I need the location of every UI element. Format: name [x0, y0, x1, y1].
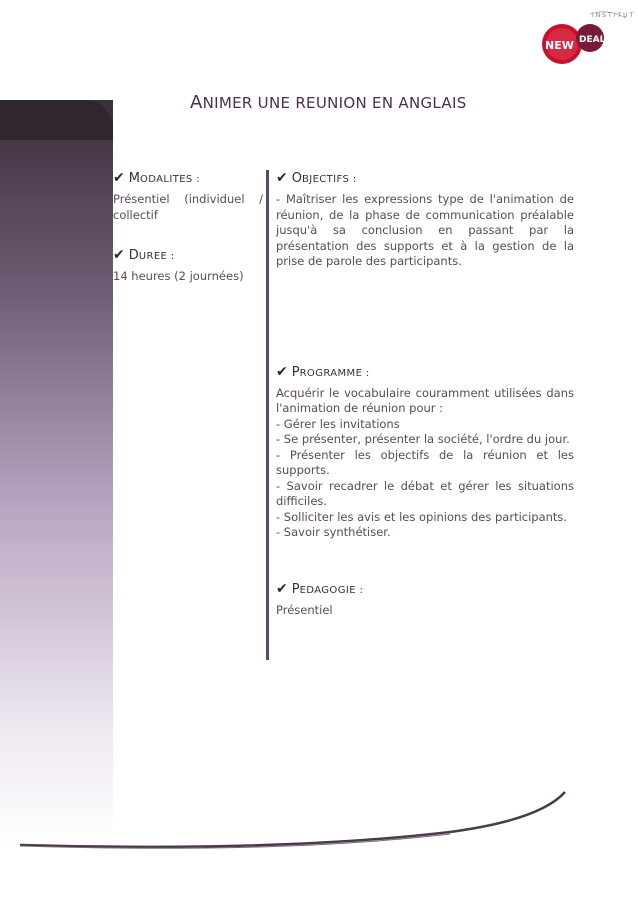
page-title	[190, 92, 467, 113]
logo-institut-text: INSTITUT	[592, 12, 636, 19]
programme-line: - Se présenter, présenter la société, l'ordre du jour.	[276, 432, 570, 446]
check-icon: ✔	[276, 363, 288, 380]
programme-heading: ✔ PROGRAMME :	[276, 363, 370, 380]
left-column	[113, 170, 263, 285]
logo-deal-text: DEAL	[579, 35, 606, 45]
programme-line: Acquérir le vocabulaire couramment utilisées dans l'animation de réunion pour :	[276, 385, 574, 415]
objectifs-section	[276, 170, 574, 270]
programme-line: - Solliciter les avis et les opinions des participants.	[276, 509, 568, 524]
check-icon: ✔	[113, 170, 125, 186]
programme-line: - Savoir synthétiser.	[276, 525, 391, 539]
bottom-decor-curve	[20, 780, 600, 870]
pedagogie-section	[276, 581, 574, 619]
duree-section	[113, 247, 263, 285]
programme-section	[276, 364, 574, 541]
page-title-initial: A	[190, 92, 203, 113]
modalites-section	[113, 170, 263, 223]
programme-list	[276, 386, 574, 541]
programme-line: - Gérer les invitations	[276, 416, 400, 431]
column-divider	[266, 170, 269, 660]
check-icon: ✔	[276, 170, 288, 186]
logo-new-text: NEW	[545, 39, 574, 52]
modalites-text: Présentiel (individuel / collectif	[113, 192, 263, 222]
content-area	[113, 170, 593, 850]
objectifs-heading: ✔ OBJECTIFS :	[276, 170, 357, 186]
objectifs-text: - Maîtriser les expressions type de l'animation de réunion, de la phase de communication préalable jusqu'à sa conclusion en passant par la présentation des supports et à la gestion de la prise de parole des participants.	[276, 192, 574, 268]
duree-text: 14 heures (2 journées)	[113, 269, 244, 283]
pedagogie-heading: ✔ PEDAGOGIE :	[276, 580, 364, 597]
right-column	[276, 170, 574, 618]
pedagogie-text: Présentiel	[276, 602, 333, 617]
modalites-heading: ✔ MODALITES :	[113, 170, 201, 186]
programme-line: - Savoir recadrer le débat et gérer les situations difficiles.	[276, 478, 574, 508]
check-icon: ✔	[276, 580, 288, 597]
check-icon: ✔	[113, 247, 125, 263]
programme-line: - Présenter les objectifs de la réunion et les supports.	[276, 447, 574, 477]
side-decor-panel	[0, 100, 113, 846]
page-title-rest: NIMER UNE REUNION EN ANGLAIS	[202, 94, 467, 112]
new-deal-logo	[530, 8, 636, 64]
duree-heading: ✔ DUREE :	[113, 247, 175, 263]
